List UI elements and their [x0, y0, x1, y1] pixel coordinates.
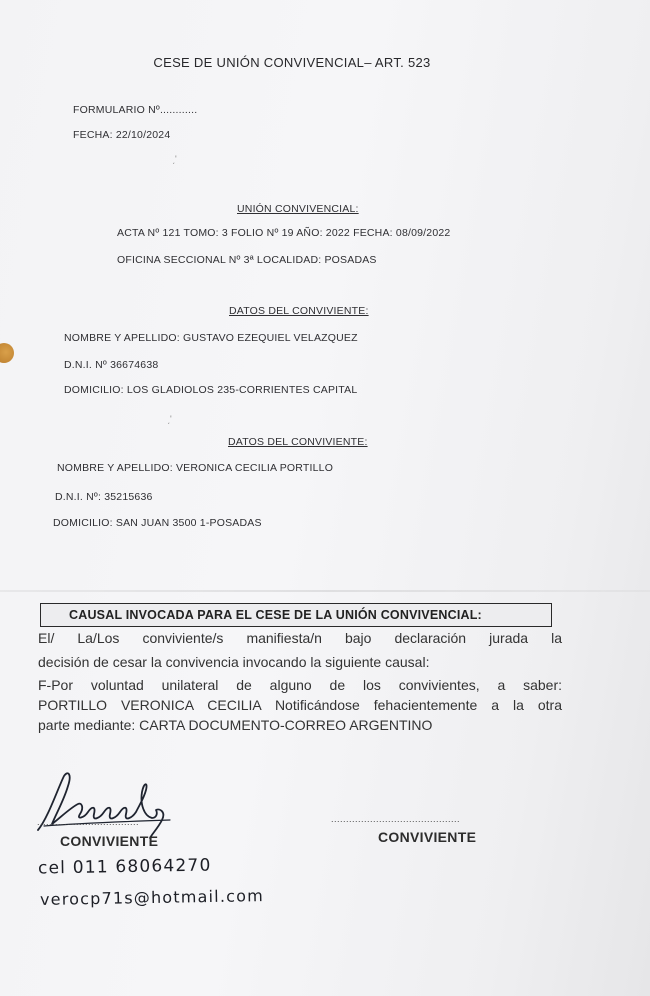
ink-mark: ˏ' [172, 154, 177, 164]
causal-line-5: parte mediante: CARTA DOCUMENTO-CORREO ARGENTINO [38, 717, 433, 733]
causal-heading: CAUSAL INVOCADA PARA EL CESE DE LA UNIÓN CONVIVENCIAL: [69, 608, 482, 622]
conviviente2-dni: D.N.I. Nº: 35215636 [55, 491, 153, 503]
causal-line-2: decisión de cesar la convivencia invocando la siguiente causal: [38, 654, 430, 670]
formulario-number: FORMULARIO Nº............ [73, 104, 198, 116]
acta-line: ACTA Nº 121 TOMO: 3 FOLIO Nº 19 AÑO: 2022 FECHA: 08/09/2022 [117, 227, 451, 239]
signature-line-left: .................................. [37, 817, 140, 827]
fecha: FECHA: 22/10/2024 [73, 129, 171, 141]
conviviente1-heading: DATOS DEL CONVIVIENTE: [229, 305, 369, 317]
causal-line-3: F-Por voluntad unilateral de alguno de los convivientes, a saber: [38, 677, 562, 693]
handwritten-email: verocp71s@hotmail.com [39, 886, 265, 909]
conviviente1-dni: D.N.I. Nº 36674638 [64, 359, 159, 371]
causal-line-4: PORTILLO VERONICA CECILIA Notificándose fehacientemente a la otra [38, 697, 562, 713]
conviviente1-nombre: NOMBRE Y APELLIDO: GUSTAVO EZEQUIEL VELAZQUEZ [64, 332, 358, 344]
conviviente2-domicilio: DOMICILIO: SAN JUAN 3500 1-POSADAS [53, 517, 262, 529]
punch-hole [0, 343, 14, 363]
signature-label-right: CONVIVIENTE [378, 829, 477, 845]
handwritten-phone: cel 011 68064270 [37, 855, 212, 879]
document-title: CESE DE UNIÓN CONVIVENCIAL– ART. 523 [153, 55, 431, 70]
causal-line-1: El/ La/Los conviviente/s manifiesta/n bajo declaración jurada la [38, 630, 562, 646]
union-heading: UNIÓN CONVIVENCIAL: [237, 203, 359, 215]
causal-heading-box [40, 603, 552, 627]
conviviente2-nombre: NOMBRE Y APELLIDO: VERONICA CECILIA PORTILLO [57, 462, 334, 474]
conviviente2-heading: DATOS DEL CONVIVIENTE: [228, 436, 368, 448]
signature-image [30, 768, 190, 843]
ink-mark: ˏ' [167, 414, 172, 424]
conviviente1-domicilio: DOMICILIO: LOS GLADIOLOS 235-CORRIENTES CAPITAL [64, 384, 358, 396]
paper-fold [0, 590, 650, 592]
signature-line-right: ........................................... [331, 814, 461, 824]
oficina-line: OFICINA SECCIONAL Nº 3ª LOCALIDAD: POSADAS [117, 254, 377, 266]
signature-label-left: CONVIVIENTE [60, 833, 159, 849]
